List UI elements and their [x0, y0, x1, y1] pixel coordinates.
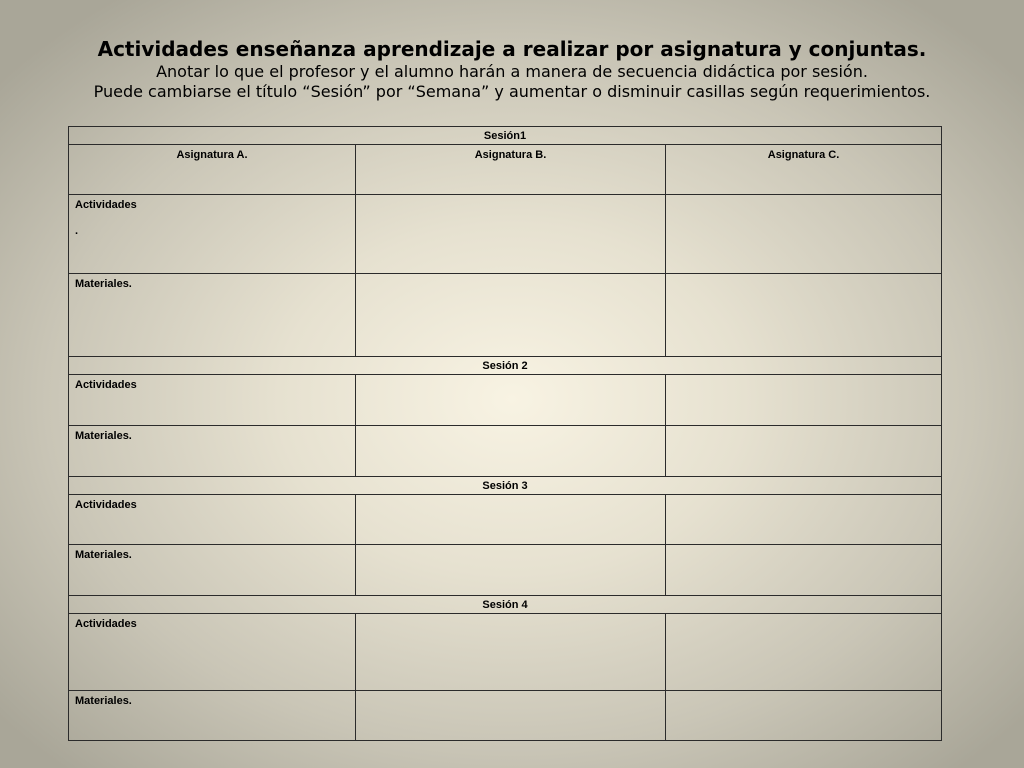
page-title: Actividades enseñanza aprendizaje a realizar por asignatura y conjuntas. [97, 37, 927, 61]
activities-table [68, 126, 942, 741]
session-2-header: Sesión 2 [69, 357, 942, 375]
session-3-materials-c[interactable] [666, 545, 942, 596]
session-4-materials-label: Materiales. [69, 691, 356, 741]
session-1-materials-c[interactable] [666, 274, 942, 357]
session-3-activities-c[interactable] [666, 495, 942, 545]
subject-c-header: Asignatura C. [666, 145, 942, 195]
session-1-header: Sesión1 [69, 127, 942, 145]
instruction-line-1: Anotar lo que el profesor y el alumno harán a manera de secuencia didáctica por sesión. [156, 62, 868, 81]
session-3-materials-label: Materiales. [69, 545, 356, 596]
session-3-header: Sesión 3 [69, 477, 942, 495]
session-2-materials-c[interactable] [666, 426, 942, 477]
activities-label-text: Actividades [75, 199, 137, 211]
session-2-materials-label: Materiales. [69, 426, 356, 477]
session-3-activities-b[interactable] [356, 495, 666, 545]
session-4-materials-b[interactable] [356, 691, 666, 741]
session-1-activities-b[interactable] [356, 195, 666, 274]
session-1-materials-label: Materiales. [69, 274, 356, 357]
subject-b-header: Asignatura B. [356, 145, 666, 195]
session-4-materials-c[interactable] [666, 691, 942, 741]
dot-mark: . [75, 225, 79, 237]
session-2-activities-b[interactable] [356, 375, 666, 426]
session-1-activities-label [69, 195, 356, 274]
session-4-activities-label: Actividades [69, 614, 356, 691]
session-2-activities-c[interactable] [666, 375, 942, 426]
instruction-line-2: Puede cambiarse el título “Sesión” por “Semana” y aumentar o disminuir casillas según requerimientos. [93, 82, 931, 101]
session-4-activities-b[interactable] [356, 614, 666, 691]
session-4-header: Sesión 4 [69, 596, 942, 614]
session-3-activities-label: Actividades [69, 495, 356, 545]
session-3-materials-b[interactable] [356, 545, 666, 596]
subject-a-header: Asignatura A. [69, 145, 356, 195]
session-2-activities-label: Actividades [69, 375, 356, 426]
session-1-materials-b[interactable] [356, 274, 666, 357]
session-1-activities-c[interactable] [666, 195, 942, 274]
session-4-activities-c[interactable] [666, 614, 942, 691]
page-header [0, 36, 1024, 102]
session-2-materials-b[interactable] [356, 426, 666, 477]
